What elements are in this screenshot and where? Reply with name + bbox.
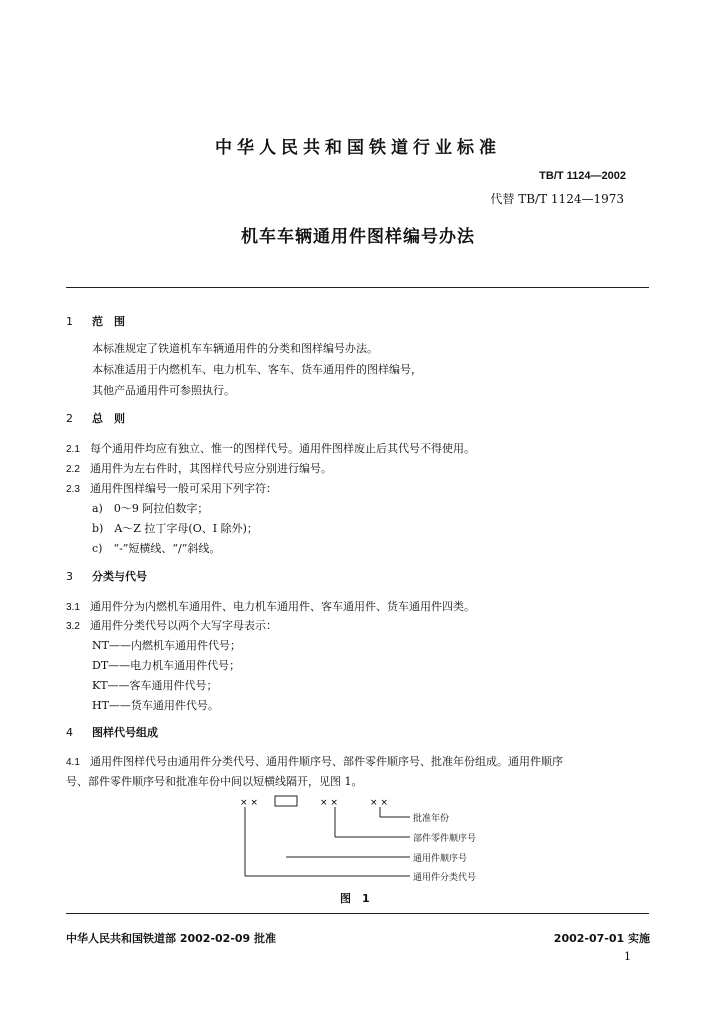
- list-item: KT——客车通用件代号；: [92, 679, 218, 692]
- section-title: 图样代号组成: [92, 726, 158, 739]
- clause-4-1: [66, 753, 563, 769]
- common-seq-box: [275, 796, 297, 806]
- clause-number: 4.1: [66, 757, 80, 768]
- effective-date: 2002-07-01 实施: [553, 932, 650, 945]
- section-2-heading: [66, 410, 125, 426]
- section-number: 1: [66, 315, 73, 328]
- section-title: 范 围: [92, 315, 125, 328]
- replaces-standard: 代替 TB/T 1124—1973: [490, 192, 624, 206]
- clause-number: 2.1: [66, 444, 80, 455]
- list-item: a) 0～9 阿拉伯数字；: [92, 502, 209, 515]
- clause-3-1: [66, 598, 475, 614]
- list-item: NT——内燃机车通用件代号；: [92, 639, 241, 652]
- figure-caption: 图 1: [340, 892, 370, 905]
- clause-2-1: [66, 440, 475, 456]
- clause-text: 通用件图样编号一般可采用下列字符：: [90, 482, 277, 495]
- label-common-seq: 通用件顺序号: [413, 854, 468, 864]
- clause-number: 2.3: [66, 484, 80, 495]
- clause-text: 通用件为左右件时，其图样代号应分别进行编号。: [90, 462, 332, 475]
- list-item: b) A～Z 拉丁字母(O、I 除外)；: [92, 522, 258, 535]
- list-item: HT——货车通用件代号。: [92, 699, 219, 712]
- header-rule: [66, 287, 649, 288]
- label-part-seq: 部件零件顺序号: [413, 834, 477, 844]
- paragraph: 号、部件零件顺序号和批准年份中间以短横线隔开，见图 1。: [66, 775, 363, 788]
- label-class-code: 通用件分类代号: [413, 873, 477, 883]
- paragraph: 其他产品通用件可参照执行。: [92, 384, 235, 397]
- clause-2-3: [66, 480, 277, 496]
- document-title: 机车车辆通用件图样编号办法: [241, 227, 475, 247]
- footer-rule: [66, 913, 649, 914]
- section-title: 总 则: [92, 412, 125, 425]
- list-item: DT——电力机车通用件代号；: [92, 659, 241, 672]
- list-item: c) “-”短横线、“/”斜线。: [92, 542, 221, 555]
- standard-code: TB/T 1124—2002: [539, 170, 626, 182]
- clause-number: 2.2: [66, 464, 80, 475]
- paragraph: 本标准适用于内燃机车、电力机车、客车、货车通用件的图样编号，: [92, 363, 422, 376]
- class-code-symbol: × ×: [240, 798, 258, 808]
- section-4-heading: [66, 724, 158, 740]
- clause-number: 3.2: [66, 621, 80, 632]
- clause-2-2: [66, 460, 332, 476]
- section-number: 2: [66, 412, 73, 425]
- part-seq-symbol: × ×: [320, 798, 338, 808]
- section-1-heading: [66, 313, 125, 329]
- label-year: 批准年份: [413, 814, 450, 824]
- clause-text: 每个通用件均应有独立、惟一的图样代号。通用件图样废止后其代号不得使用。: [90, 442, 475, 455]
- year-symbol: × ×: [370, 798, 388, 808]
- section-title: 分类与代号: [92, 570, 147, 583]
- paragraph: 本标准规定了铁道机车车辆通用件的分类和图样编号办法。: [92, 342, 378, 355]
- clause-text: 通用件分为内燃机车通用件、电力机车通用件、客车通用件、货车通用件四类。: [90, 600, 475, 613]
- clause-3-2: [66, 617, 277, 633]
- org-standard-title: 中华人民共和国铁道行业标准: [215, 138, 501, 158]
- section-3-heading: [66, 568, 147, 584]
- page-number: 1: [624, 950, 631, 963]
- section-number: 4: [66, 726, 73, 739]
- section-number: 3: [66, 570, 73, 583]
- clause-number: 3.1: [66, 602, 80, 613]
- clause-text: 通用件分类代号以两个大写字母表示：: [90, 619, 277, 632]
- clause-text: 通用件图样代号由通用件分类代号、通用件顺序号、部件零件顺序号、批准年份组成。通用件顺序: [90, 755, 563, 768]
- approval-line: 中华人民共和国铁道部 2002-02-09 批准: [66, 932, 277, 945]
